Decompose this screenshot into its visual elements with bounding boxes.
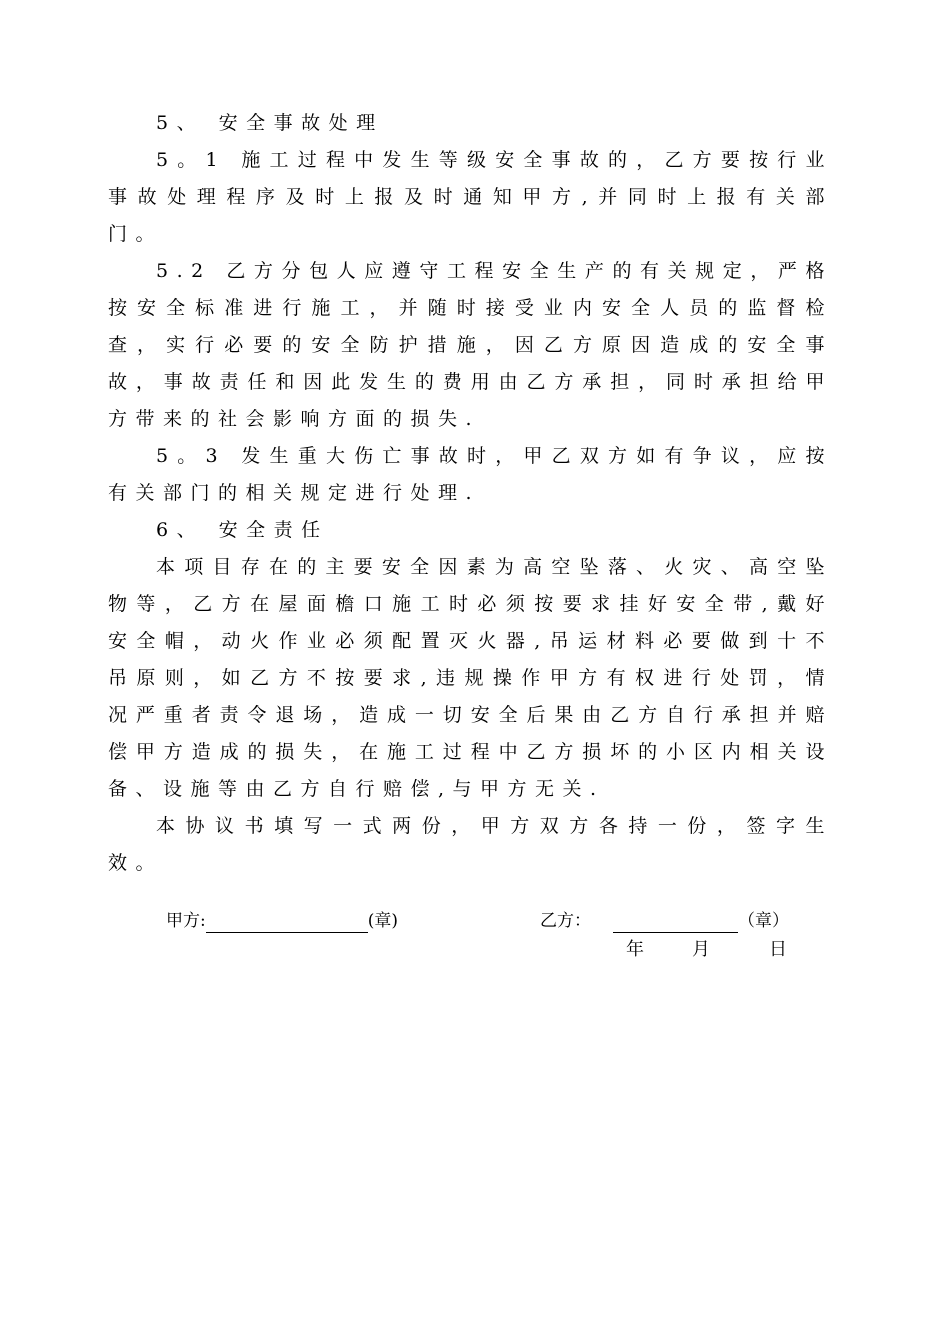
date-month: 月 — [692, 939, 710, 960]
clause-5-1: 5。1 施工过程中发生等级安全事故的，乙方要按行业事故处理程序及时上报及时通知甲方,并同时上报有关部门。 — [108, 149, 833, 245]
party-a-seal: (章) — [367, 911, 398, 931]
party-b-signature — [540, 909, 789, 933]
section-6-body: 本项目存在的主要安全因素为高空坠落、火灾、高空坠物等，乙方在屋面檐口施工时必须按要求挂好安全带,戴好安全帽，动火作业必须配置灭火器,吊运材料必要做到十不吊原则，如乙方不按要求,违规操作甲方有权进行处罚，情况严重者责令退场，造成一切安全后果由乙方自行承担并赔偿甲方造成的损失，在施工过程中乙方损坏的小区内相关设备、设施等由乙方自行赔偿,与甲方无关. — [108, 556, 833, 800]
closing-statement: 本协议书填写一式两份，甲方双方各持一份，签字生效。 — [108, 815, 833, 874]
contract-body — [108, 105, 833, 882]
section-5-heading: 5、 安全事故处理 — [156, 112, 384, 134]
party-a-signature — [166, 909, 398, 933]
party-b-label: 乙方： — [540, 911, 591, 931]
clause-5-2: 5.2 乙方分包人应遵守工程安全生产的有关规定，严格按安全标准进行施工，并随时接受业内安全人员的监督检查，实行必要的安全防护措施，因乙方原因造成的安全事故，事故责任和因此发生的费用由乙方承担，同时承担给甲方带来的社会影响方面的损失. — [108, 260, 833, 430]
section-6-heading: 6、 安全责任 — [156, 519, 329, 541]
date-day: 日 — [769, 939, 787, 960]
party-a-label: 甲方: — [166, 911, 206, 931]
date-year: 年 — [626, 939, 644, 960]
party-b-seal: （章） — [738, 911, 789, 931]
party-b-signature-line — [613, 914, 738, 933]
party-a-signature-line — [206, 914, 368, 933]
clause-5-3: 5。3 发生重大伤亡事故时，甲乙双方如有争议，应按有关部门的相关规定进行处理. — [108, 445, 833, 504]
